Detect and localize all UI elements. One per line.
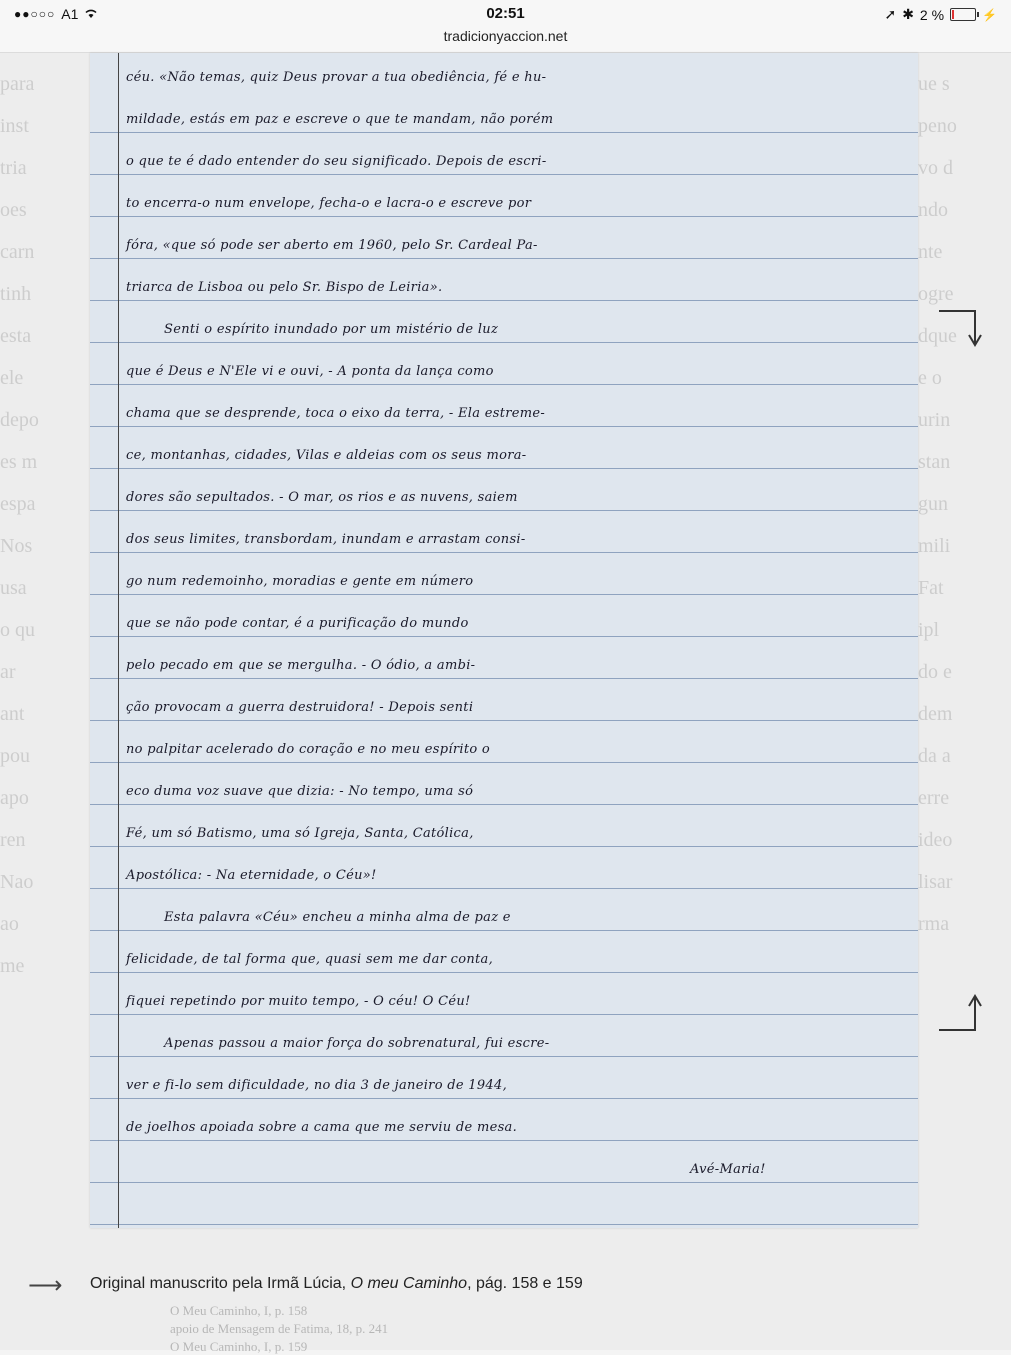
manuscript-line: Apostólica: - Na eternidade, o Céu»! — [126, 868, 377, 883]
bluetooth-icon: ✱ — [902, 6, 914, 22]
margin-line — [118, 53, 119, 1228]
manuscript-signature: Avé-Maria! — [690, 1162, 766, 1177]
manuscript-line: dos seus limites, transbordam, inundam e arrastam consi- — [126, 532, 526, 547]
manuscript-line: céu. «Não temas, quiz Deus provar a tua obediência, fé e hu- — [126, 70, 547, 85]
manuscript-line: o que te é dado entender do seu significado. Depois de escri- — [126, 154, 547, 169]
scanned-page — [0, 53, 1011, 1354]
manuscript-line: chama que se desprende, toca o eixo da terra, - Ela estreme- — [126, 406, 546, 421]
status-right — [884, 6, 997, 23]
carrier-label: A1 — [61, 6, 79, 22]
footnote: O Meu Caminho, I, p. 158 — [170, 1303, 308, 1318]
charging-icon: ⚡ — [982, 7, 997, 22]
manuscript-line: Apenas passou a maior força do sobrenatural, fui escre- — [164, 1036, 550, 1051]
manuscript-line: Senti o espírito inundado por um mistério de luz — [164, 322, 499, 337]
bleed-text-left: para inst tria oes carn tinh esta ele depo es m espa Nos usa o qu ar ant pou apo ren Nao ao me — [0, 73, 39, 977]
manuscript-line: ce, montanhas, cidades, Vilas e aldeias com os seus mora- — [126, 448, 527, 463]
footnote: apoio de Mensagem de Fatima, 18, p. 241 — [170, 1321, 389, 1336]
bracket-arrow-up-icon — [935, 988, 985, 1047]
bleed-text-right: ue s peno vo d ndo nte ogre dque e o urin stan gun mili Fat ipl do e dem da a erre ideo lisar rma — [918, 73, 957, 935]
location-icon: ➚ — [884, 6, 897, 22]
caption-suffix: , pág. 158 e 159 — [467, 1275, 583, 1292]
manuscript-line: que se não pode contar, é a purificação do mundo — [126, 616, 469, 631]
manuscript-line: no palpitar acelerado do coração e no meu espírito o — [126, 742, 491, 757]
manuscript-line: to encerra-o num envelope, fecha-o e lacra-o e escreve por — [126, 196, 532, 211]
caption-prefix: Original manuscrito pela Irmã Lúcia, — [90, 1275, 351, 1292]
clock: 02:51 — [486, 5, 525, 22]
manuscript-line: fóra, «que só pode ser aberto em 1960, pelo Sr. Cardeal Pa- — [126, 238, 538, 253]
handwritten-manuscript — [90, 53, 918, 1228]
signal-icon: ●●○○○ — [14, 7, 56, 21]
manuscript-line: go num redemoinho, moradias e gente em número — [126, 574, 474, 589]
manuscript-line: Esta palavra «Céu» encheu a minha alma de paz e — [164, 910, 511, 925]
manuscript-line: que é Deus e N'Ele vi e ouvi, - A ponta da lança como — [126, 364, 494, 379]
footnote: O Meu Caminho, I, p. 159 — [170, 1339, 308, 1354]
manuscript-line: eco duma voz suave que dizia: - No tempo, uma só — [126, 784, 474, 799]
status-bar — [0, 0, 1011, 53]
manuscript-line: dores são sepultados. - O mar, os rios e as nuvens, saiem — [126, 490, 518, 505]
caption-arrow-icon: ⟶ — [28, 1271, 63, 1299]
manuscript-line: pelo pecado em que se mergulha. - O ódio, a ambi- — [126, 658, 476, 673]
manuscript-line: felicidade, de tal forma que, quasi sem me dar conta, — [126, 952, 494, 967]
battery-icon — [950, 8, 976, 21]
manuscript-line: fiquei repetindo por muito tempo, - O céu! O Céu! — [126, 994, 471, 1009]
battery-label: 2 % — [919, 6, 945, 23]
manuscript-line: triarca de Lisboa ou pelo Sr. Bispo de Leiria». — [126, 280, 443, 295]
url-bar[interactable]: tradicionyaccion.net — [443, 28, 568, 44]
manuscript-line: ção provocam a guerra destruidora! - Depois senti — [126, 700, 474, 715]
manuscript-line: mildade, estás em paz e escreve o que te mandam, não porém — [126, 112, 554, 127]
figure-caption — [90, 1275, 583, 1293]
bracket-arrow-down-icon — [935, 303, 985, 362]
manuscript-line: Fé, um só Batismo, uma só Igreja, Santa, Católica, — [126, 826, 474, 841]
caption-title: O meu Caminho — [350, 1275, 468, 1292]
manuscript-line: ver e fi-lo sem dificuldade, no dia 3 de janeiro de 1944, — [126, 1078, 508, 1093]
manuscript-line: de joelhos apoiada sobre a cama que me serviu de mesa. — [126, 1120, 518, 1135]
